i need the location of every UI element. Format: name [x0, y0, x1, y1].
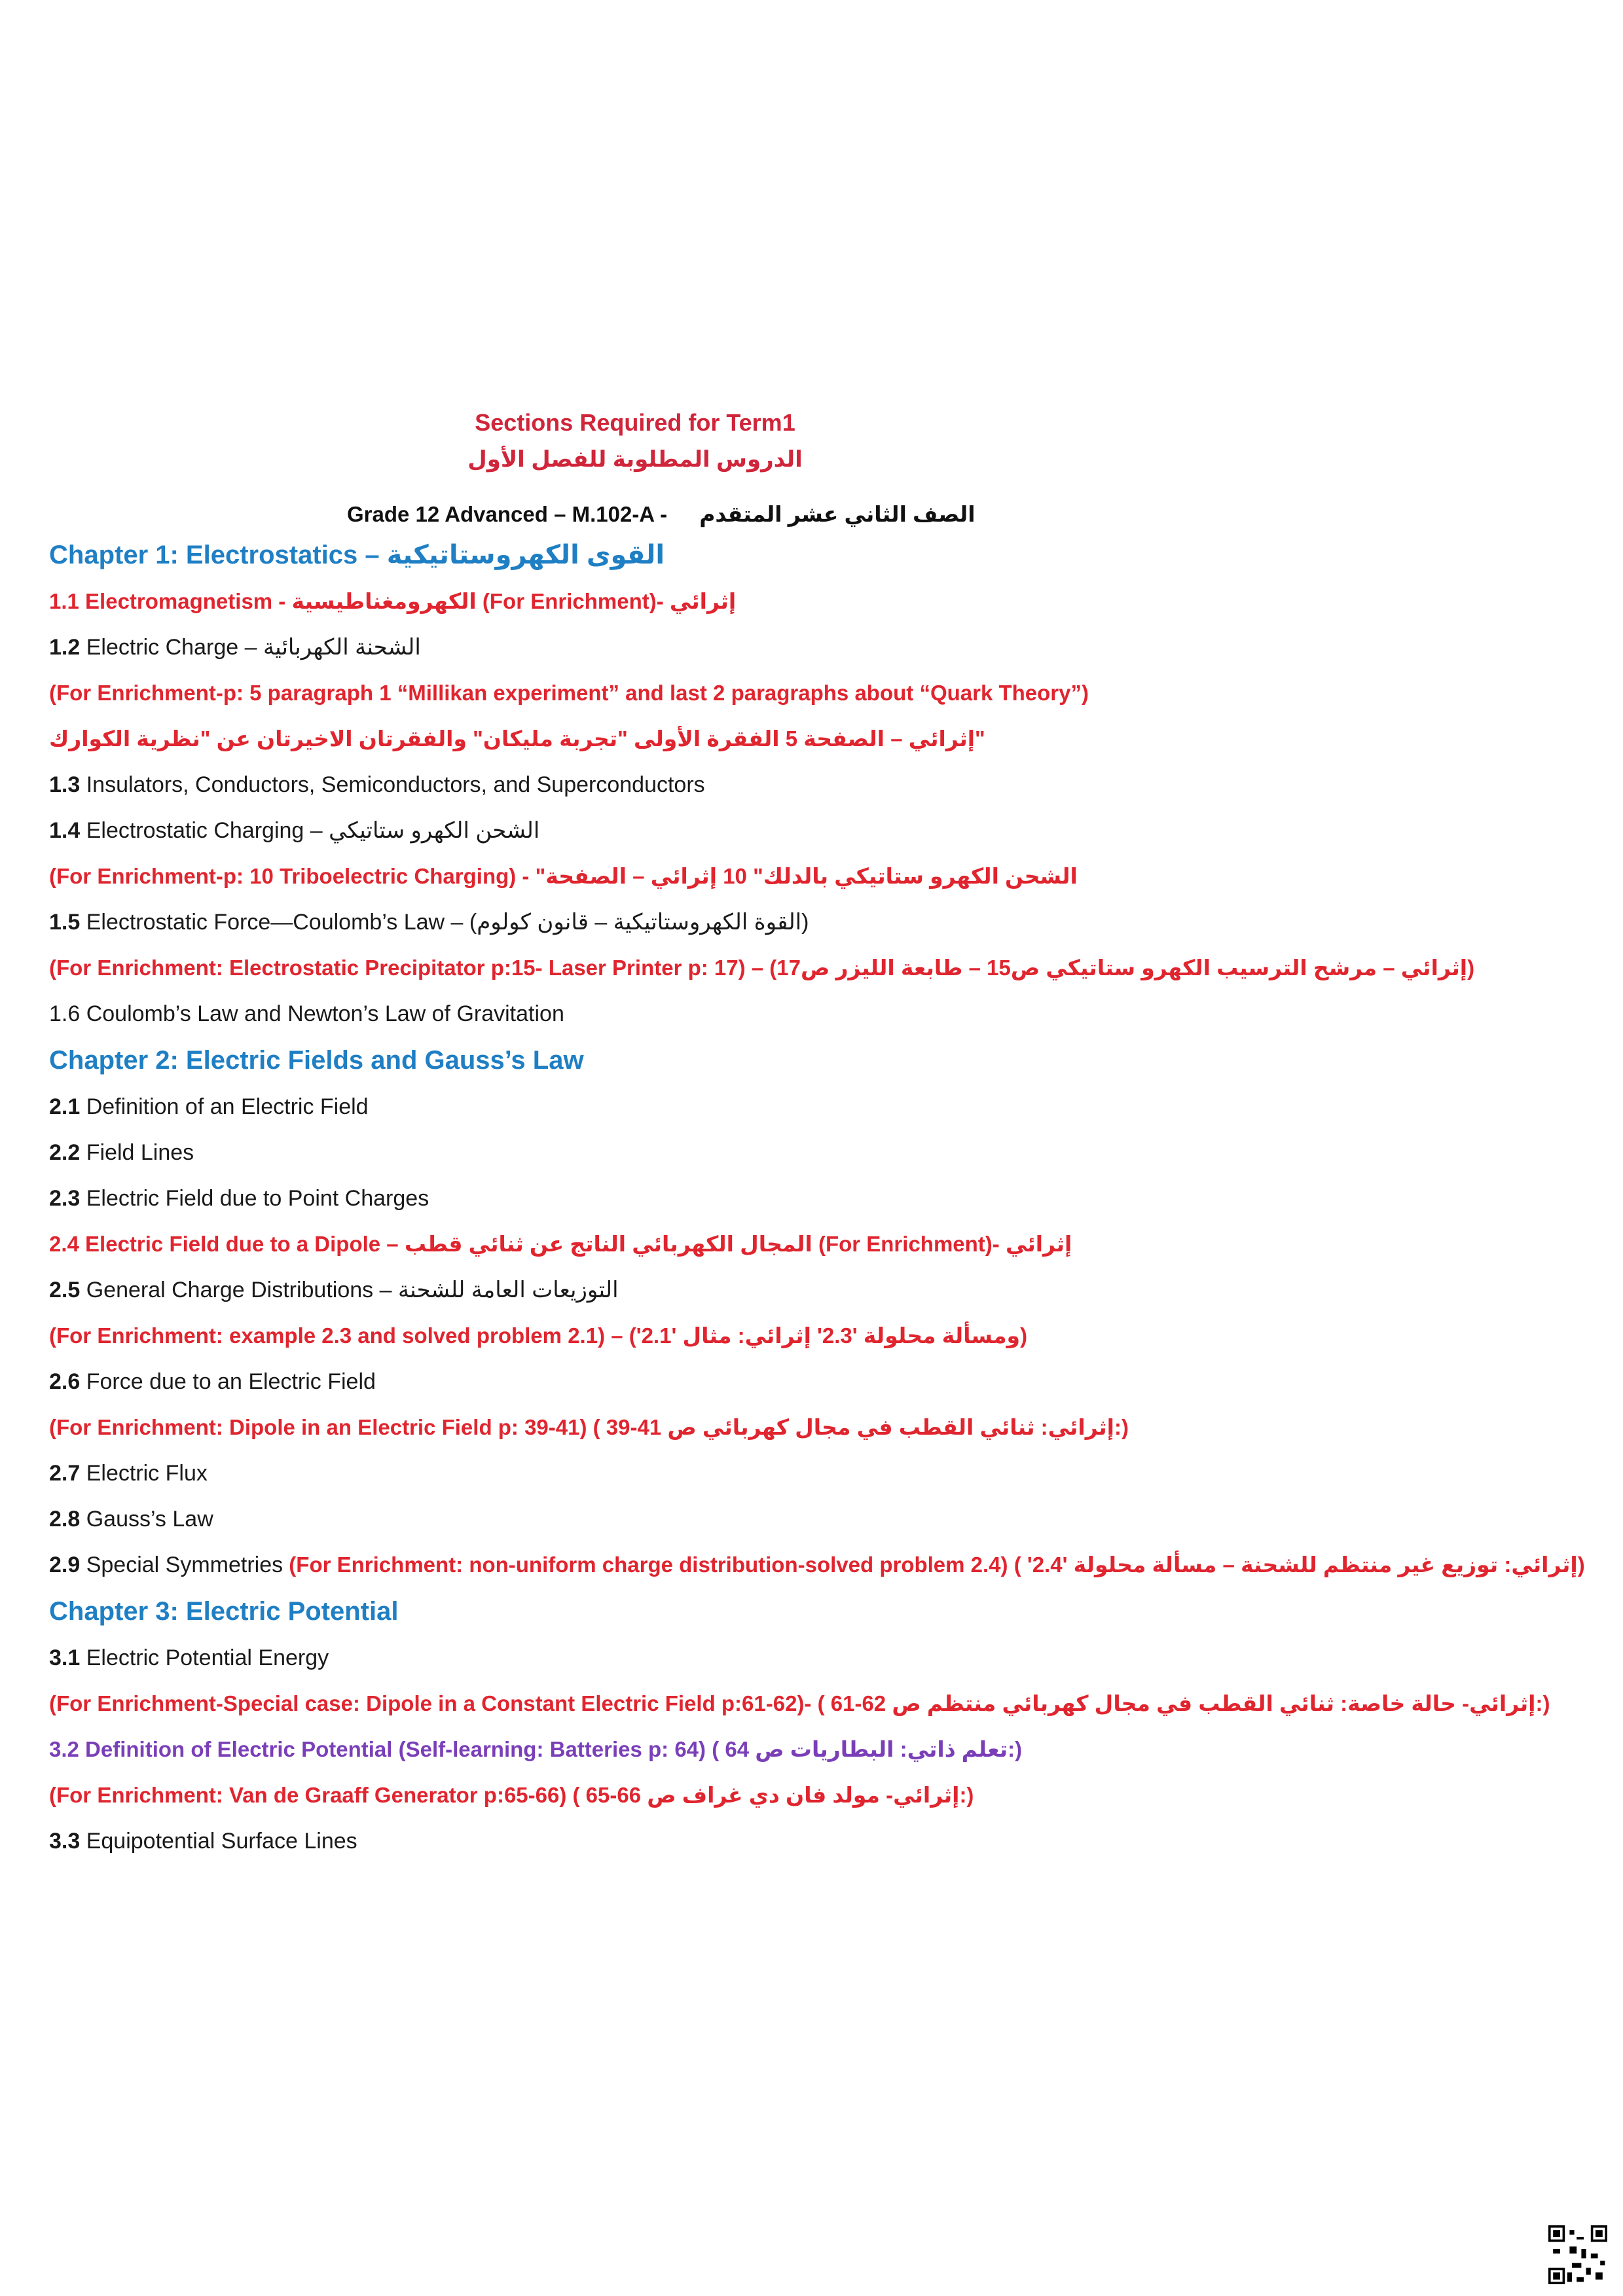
section-text: Gauss’s Law — [86, 1507, 213, 1532]
sections-list — [49, 531, 1585, 1864]
section-number: 3.3 — [49, 1829, 86, 1854]
qr-code — [1548, 2225, 1607, 2284]
chapter-heading: Chapter 3: Electric Potential — [49, 1597, 399, 1626]
enrichment-note — [49, 1681, 1575, 1727]
grade-line — [347, 501, 976, 527]
section-text: Coulomb’s Law and Newton’s Law of Gravitation — [86, 1001, 564, 1026]
grade-arabic: الصف الثاني عشر المتقدم — [699, 502, 976, 526]
section-text: (For Enrichment-p: 10 Triboelectric Charging) - "الشحن الكهرو ستاتيكي بالدلك" 10 إثرائي – الصفحة — [49, 864, 1078, 888]
section-text: Electric Flux — [86, 1461, 208, 1486]
section-text: Definition of an Electric Field — [86, 1094, 369, 1119]
enrichment-note — [49, 1405, 1575, 1450]
section-number: 2.5 — [49, 1278, 86, 1302]
section-number: 1.2 — [49, 635, 86, 660]
section-text: Force due to an Electric Field — [86, 1369, 376, 1394]
section-number: 3.1 — [49, 1645, 86, 1670]
section-text: (For Enrichment-Special case: Dipole in a Constant Electric Field p:61-62)- ( 61-62 إثرائي- حالة خاصة: ثنائي القطب في مجال كهربائي منتظم ص:) — [49, 1691, 1550, 1715]
section-number: 1.4 — [49, 818, 86, 843]
section-number: 2.7 — [49, 1461, 86, 1486]
section-text: (For Enrichment: Van de Graaff Generator p:65-66) ( 65-66 إثرائي- مولد فان دي غراف ص:) — [49, 1783, 974, 1807]
section-text: Electrostatic Force—Coulomb’s Law – (القوة الكهروستاتيكية – قانون كولوم) — [86, 910, 809, 935]
section-text: (For Enrichment: example 2.3 and solved problem 2.1) – ('2.1' ومسألة محلولة '2.3' إثرائي: مثال) — [49, 1323, 1028, 1348]
section-line — [49, 1496, 1575, 1542]
section-number: 2.1 — [49, 1094, 86, 1119]
section-text: Electric Field due to a Dipole – المجال الكهربائي الناتج عن ثنائي قطب (For Enrichment)- إثرائي — [85, 1232, 1072, 1256]
section-text: Field Lines — [86, 1140, 194, 1165]
section-line — [49, 1635, 1575, 1681]
section-text: Electrostatic Charging – الشحن الكهرو ستاتيكي — [86, 818, 540, 843]
grade-english: Grade 12 Advanced – M.102-A - — [347, 502, 668, 526]
section-text: إثرائي – الصفحة 5 الفقرة الأولى "تجربة مليكان" والفقرتان الاخيرتان عن "نظرية الكوارك" — [49, 726, 985, 751]
section-number: 1.6 — [49, 1001, 86, 1026]
section-line — [49, 1542, 1585, 1588]
section-number: 2.9 — [49, 1552, 86, 1577]
enrichment-note — [49, 716, 1575, 762]
chapter-heading: Chapter 2: Electric Fields and Gauss’s Law — [49, 1046, 584, 1075]
section-line — [49, 1221, 1575, 1267]
section-line — [49, 1727, 1575, 1772]
section-number: 2.8 — [49, 1507, 86, 1532]
enrichment-note — [49, 853, 1575, 899]
section-text: Special Symmetries — [86, 1552, 283, 1577]
page-title-arabic: الدروس المطلوبة للفصل الأول — [467, 447, 803, 472]
section-line — [49, 1450, 1575, 1496]
section-line — [49, 1359, 1575, 1405]
section-line — [49, 991, 1575, 1037]
section-line — [49, 1818, 1575, 1864]
section-line — [49, 762, 1575, 808]
section-line — [49, 579, 1575, 624]
section-number: 1.5 — [49, 910, 86, 935]
section-text: (For Enrichment-p: 5 paragraph 1 “Millikan experiment” and last 2 paragraphs about “Quark Theory”) — [49, 681, 1089, 705]
section-line — [49, 808, 1575, 853]
page-title: Sections Required for Term1 — [475, 409, 795, 436]
enrichment-note: (For Enrichment: non-uniform charge distribution-solved problem 2.4) ( '2.4' إثرائي: توزيع غير منتظم للشحنة – مسألة محلولة) — [283, 1552, 1585, 1577]
section-text: Electric Field due to Point Charges — [86, 1186, 429, 1211]
section-text: Electric Charge – الشحنة الكهربائية — [86, 635, 421, 660]
section-text: General Charge Distributions – التوزيعات العامة للشحنة — [86, 1278, 619, 1302]
section-line — [49, 899, 1575, 945]
section-line — [49, 1084, 1575, 1130]
section-number: 1.3 — [49, 772, 86, 797]
section-text: Electric Potential Energy — [86, 1645, 329, 1670]
section-text: Equipotential Surface Lines — [86, 1829, 357, 1854]
section-text: (For Enrichment: Dipole in an Electric Field p: 39-41) ( 39-41 إثرائي: ثنائي القطب في مجال كهربائي ص:) — [49, 1415, 1129, 1439]
enrichment-note — [49, 1772, 1575, 1818]
section-number: 1.1 — [49, 589, 86, 613]
chapter-heading: Chapter 1: Electrostatics – القوى الكهروستاتيكية — [49, 541, 665, 569]
section-number: 2.6 — [49, 1369, 86, 1394]
enrichment-note — [49, 670, 1575, 716]
section-text: Definition of Electric Potential (Self-learning: Batteries p: 64) ( 64 تعلم ذاتي: البطاريات ص:) — [85, 1737, 1023, 1761]
enrichment-note — [49, 945, 1575, 991]
section-number: 2.4 — [49, 1232, 86, 1256]
section-text: (For Enrichment: Electrostatic Precipitator p:15- Laser Printer p: 17) – (إثرائي – مرشح الترسيب الكهرو ستاتيكي ص15 – طابعة الليزر ص17) — [49, 956, 1475, 980]
section-line — [49, 1175, 1575, 1221]
section-line — [49, 624, 1575, 670]
section-text: Electromagnetism - الكهرومغناطيسية (For Enrichment)- إثرائي — [85, 589, 737, 613]
section-line — [49, 1130, 1575, 1175]
section-number: 2.3 — [49, 1186, 86, 1211]
section-number: 3.2 — [49, 1737, 86, 1761]
section-number: 2.2 — [49, 1140, 86, 1165]
section-text: Insulators, Conductors, Semiconductors, and Superconductors — [86, 772, 705, 797]
enrichment-note — [49, 1313, 1575, 1359]
section-line — [49, 1267, 1575, 1313]
